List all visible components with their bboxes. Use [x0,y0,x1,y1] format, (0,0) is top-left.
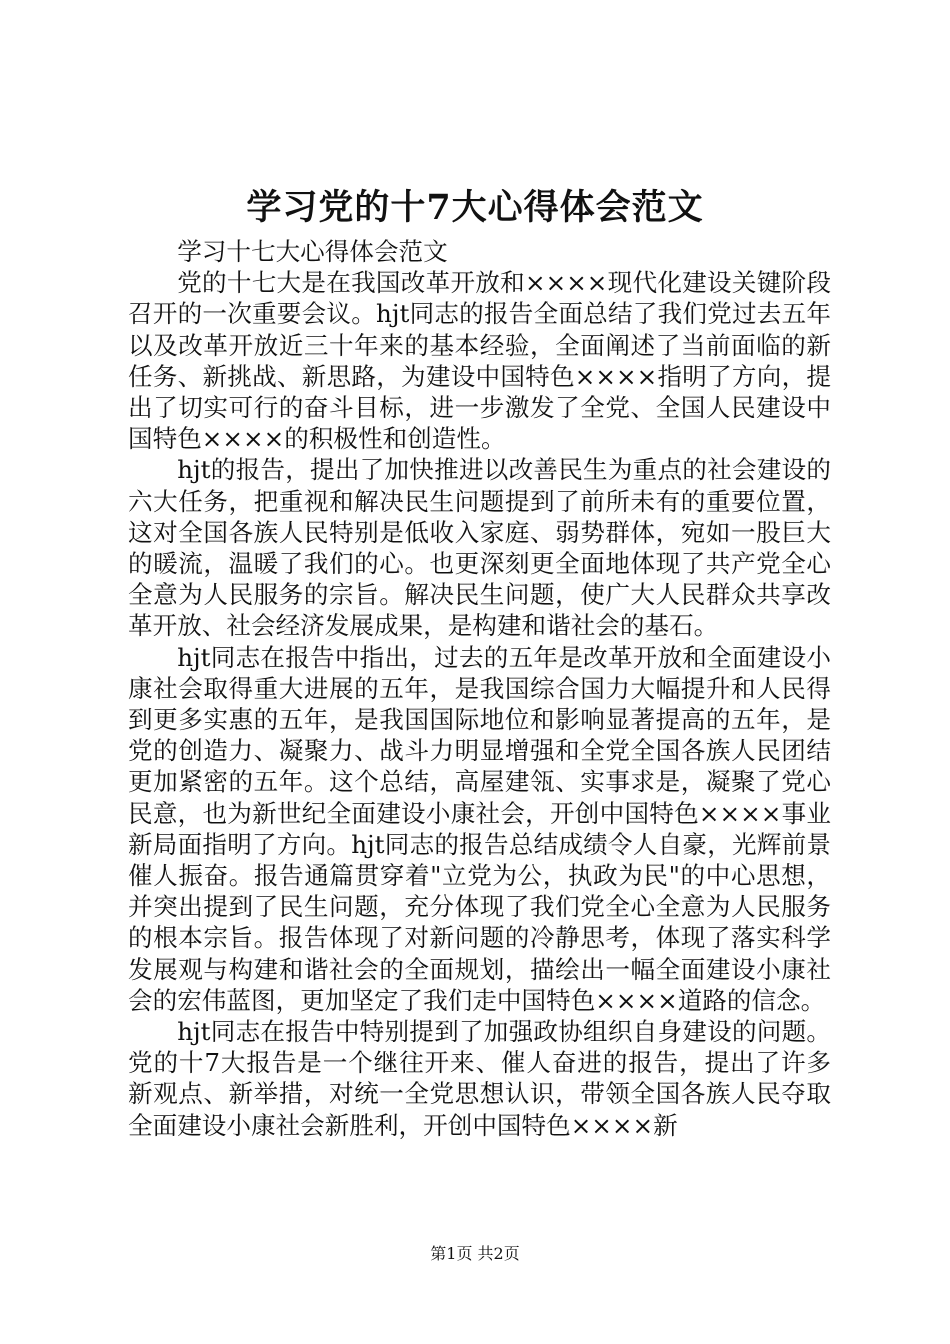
page-number-footer: 第1页 共2页 [430,1244,520,1263]
document-body [128,236,831,1141]
paragraph-1: 党的十七大是在我国改革开放和××××现代化建设关键阶段召开的一次重要会议。hjt同志的报告全面总结了我们党过去五年以及改革开放近三十年来的基本经验，全面阐述了当前面临的新任务、新挑战、新思路，为建设中国特色××××指明了方向，提出了切实可行的奋斗目标，进一步激发了全党、全国人民建设中国特色××××的积极性和创造性。 [128,268,831,454]
paragraph-2: hjt的报告，提出了加快推进以改善民生为重点的社会建设的六大任务，把重视和解决民生问题提到了前所未有的重要位置，这对全国各族人民特别是低收入家庭、弱势群体，宛如一股巨大的暖流，温暖了我们的心。也更深刻更全面地体现了共产党全心全意为人民服务的宗旨。解决民生问题，使广大人民群众共享改革开放、社会经济发展成果，是构建和谐社会的基石。 [128,455,831,641]
paragraph-4: hjt同志在报告中特别提到了加强政协组织自身建设的问题。党的十7大报告是一个继往开来、催人奋进的报告，提出了许多新观点、新举措，对统一全党思想认识，带领全国各族人民夺取全面建设小康社会新胜利，开创中国特色××××新 [128,1017,831,1140]
document-title: 学习党的十7大心得体会范文 [246,187,704,228]
paragraph-3: hjt同志在报告中指出，过去的五年是改革开放和全面建设小康社会取得重大进展的五年，是我国综合国力大幅提升和人民得到更多实惠的五年，是我国国际地位和影响显著提高的五年，是党的创造力、凝聚力、战斗力明显增强和全党全国各族人民团结更加紧密的五年。这个总结，高屋建瓴、实事求是，凝聚了党心民意，也为新世纪全面建设小康社会，开创中国特色××××事业新局面指明了方向。hjt同志的报告总结成绩令人自豪，光辉前景催人振奋。报告通篇贯穿着"立党为公，执政为民"的中心思想，并突出提到了民生问题，充分体现了我们党全心全意为人民服务的根本宗旨。报告体现了对新问题的冷静思考，体现了落实科学发展观与构建和谐社会的全面规划，描绘出一幅全面建设小康社会的宏伟蓝图，更加坚定了我们走中国特色××××道路的信念。 [128,642,831,1015]
document-subtitle: 学习十七大心得体会范文 [177,237,448,266]
